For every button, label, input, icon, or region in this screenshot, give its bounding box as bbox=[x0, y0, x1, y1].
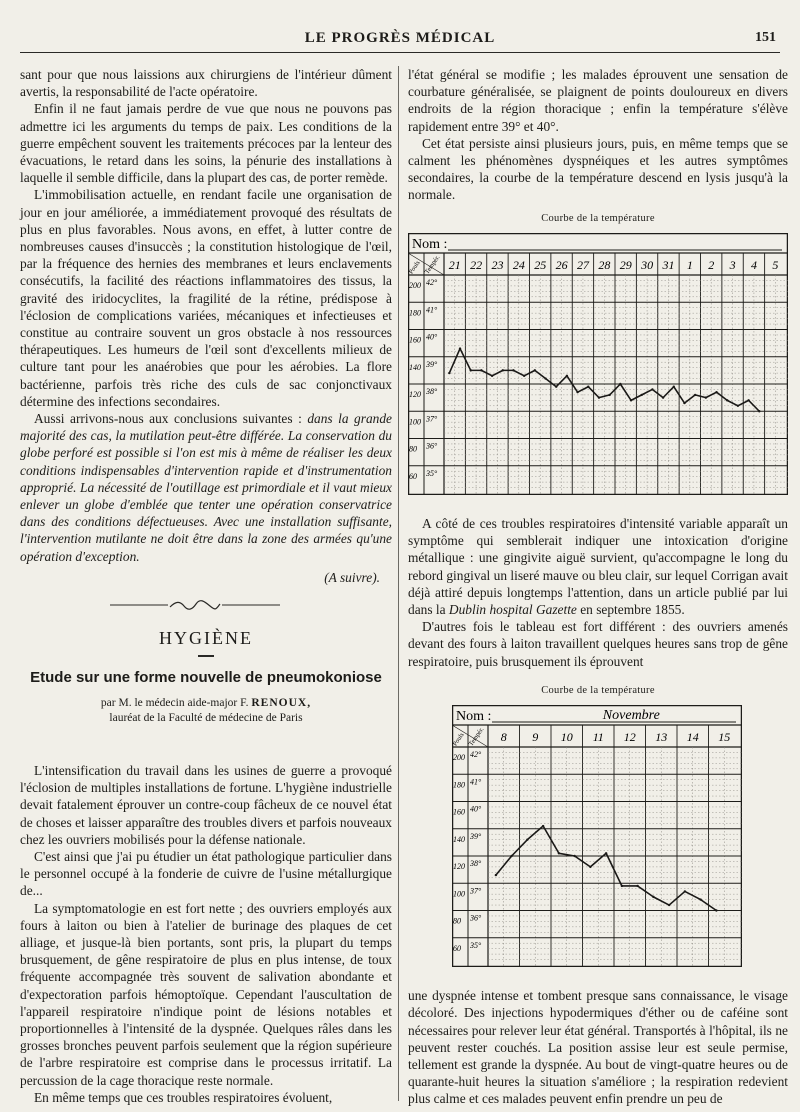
chart2-date-label: 11 bbox=[592, 730, 604, 745]
chart1-temperature-point bbox=[726, 399, 728, 401]
chart1-temperature-point bbox=[480, 369, 482, 371]
chart2-temperature-point bbox=[715, 909, 717, 911]
chart1-date-label: 28 bbox=[598, 257, 611, 272]
chart1-temperature-point bbox=[566, 374, 568, 376]
chart1-temperature-point bbox=[576, 391, 578, 393]
chart1-pulse-tick: 120 bbox=[409, 389, 421, 399]
chart1-temperature-point bbox=[683, 402, 685, 404]
left-paragraph-6: C'est ainsi que j'ai pu étudier un état pathologique particulier dans le personnel occupé à la fonderie de cuivre de l'usine métallurgique de... bbox=[20, 849, 392, 899]
right-column bbox=[408, 66, 788, 1108]
chart1-date-label: 22 bbox=[470, 257, 483, 272]
chart1-temperature-point bbox=[512, 369, 514, 371]
chart1-pulse-tick: 140 bbox=[409, 362, 421, 372]
chart2-date-label: 12 bbox=[623, 730, 636, 745]
chart2-pulse-tick: 120 bbox=[453, 862, 465, 872]
chart1-pulse-tick: 180 bbox=[409, 308, 421, 318]
chart1-temperature-point bbox=[470, 369, 472, 371]
left-paragraph-4 bbox=[20, 410, 392, 565]
chart2-date-label: 10 bbox=[560, 730, 573, 745]
chart1-temp-tick: 35° bbox=[426, 468, 438, 478]
chart2-temp-tick: 36° bbox=[470, 913, 482, 923]
chart1-temperature-point bbox=[608, 394, 610, 396]
chart2-temperature-point bbox=[699, 898, 701, 900]
temperature-chart-2 bbox=[408, 705, 788, 971]
chart2-temp-tick: 37° bbox=[470, 886, 482, 896]
chart1-temperature-point bbox=[747, 399, 749, 401]
page-header bbox=[20, 30, 780, 53]
chart2-temp-tick: 39° bbox=[470, 831, 482, 841]
chart1-temperature-point bbox=[715, 391, 717, 393]
chart2-name-value: Novembre bbox=[602, 708, 660, 724]
author-name: RENOUX, bbox=[251, 697, 312, 709]
chart1-temp-tick: 38° bbox=[426, 386, 438, 396]
chart1-pulse-tick: 160 bbox=[409, 335, 421, 345]
chart1-date-label: 23 bbox=[491, 257, 504, 272]
author-affiliation: lauréat de la Faculté de médecine de Paris bbox=[109, 712, 303, 724]
temperature-chart-1-svg bbox=[408, 233, 788, 495]
chart1-date-label: 27 bbox=[576, 257, 589, 272]
chart2-date-label: 13 bbox=[655, 730, 668, 745]
chart1-temperature-point bbox=[694, 394, 696, 396]
chart2-header-temp: Tempér. bbox=[467, 726, 486, 748]
chart1-date-label: 21 bbox=[448, 257, 461, 272]
chart2-pulse-tick: 200 bbox=[453, 753, 465, 763]
chart2-temperature-point bbox=[526, 839, 528, 841]
byline-prefix: par M. le médecin aide-major F. bbox=[100, 697, 252, 709]
chart1-header-temp: Tempér. bbox=[423, 254, 442, 276]
chart1-date-label: 31 bbox=[662, 257, 675, 272]
article-title: Etude sur une forme nouvelle de pneumokoniose bbox=[30, 668, 382, 686]
column-divider bbox=[398, 66, 399, 1101]
byline bbox=[20, 696, 392, 726]
chart2-temperature-point bbox=[589, 866, 591, 868]
left-paragraph-5: L'intensification du travail dans les usines de guerre a provoqué l'éclosion de multiples installations de fortune. L'hygiène industrielle devait fatalement éprouver un contre-coup fâcheux de ce nouvel état de choses et laisser apparaître des troubles divers et parfois nouveaux chez les ouvriers mobilisés pour la défense nationale. bbox=[20, 763, 392, 847]
chart2-temperature-point bbox=[573, 855, 575, 857]
right-paragraph-3 bbox=[408, 515, 788, 618]
chart2-temperature-point bbox=[636, 885, 638, 887]
chart-2-caption: Courbe de la température bbox=[541, 684, 655, 696]
chart1-temperature-point bbox=[544, 377, 546, 379]
left-paragraph-1: sant pour que nous laissions aux chirurgiens de l'intérieur dûment avertis, la responsabilité de l'acte opératoire. bbox=[20, 67, 392, 100]
chart2-date-label: 14 bbox=[686, 730, 699, 745]
section-heading: HYGIÈNE bbox=[159, 628, 253, 649]
chart2-name-label: Nom : bbox=[456, 709, 492, 725]
right-paragraph-5: une dyspnée intense et tombent presque sans connaissance, le visage décoloré. Des injections hypodermiques d'éther ou de caféine sont nécessaires pour relever leur état général. Transportés à l'hôpital, ils ne peuvent rester couchés. La position assise leur est seule permise, tellement est grande la dyspnée. Au bout de vingt-quatre heures ou de quarante-huit heures la situation s'améliore ; la respiration redevient plus calme et ces malades peuvent enfin prendre un peu de bbox=[408, 988, 788, 1107]
right-paragraph-4: D'autres fois le tableau est fort différent : des ouvriers amenés devant des fours à laiton travaillent quelques heures sans trop de gêne respiratoire, puis brusquement ils éprouvent bbox=[408, 619, 788, 669]
chart1-date-label: 24 bbox=[512, 257, 525, 272]
chart2-temperature-point bbox=[605, 852, 607, 854]
chart2-date-label: 15 bbox=[718, 730, 731, 745]
chart1-pulse-tick: 60 bbox=[409, 471, 417, 481]
chart2-temperature-point bbox=[668, 904, 670, 906]
temperature-chart-2-svg bbox=[452, 705, 742, 967]
chart1-header-pulse: Pouls bbox=[408, 259, 422, 276]
chart1-temp-tick: 37° bbox=[426, 414, 438, 424]
ornament-divider bbox=[20, 592, 392, 620]
chart1-temperature-point bbox=[534, 369, 536, 371]
chart2-temp-tick: 40° bbox=[470, 804, 482, 814]
right-paragraph-3-text: A côté de ces troubles respiratoires d'intensité variable apparaît un symptôme qui semblerait indiquer une intoxication d'origine métallique : une gingivite aiguë survient, qu'accompagne le long du rebord gingival un liseré mauve ou bleu clair, sur lequel Corrigan avait déjà attiré depuis longtemps l'attention, dans un article publié par lui dans la bbox=[408, 516, 788, 618]
chart1-temperature-point bbox=[491, 374, 493, 376]
chart1-date-label: 29 bbox=[619, 257, 632, 272]
chart1-temperature-point bbox=[587, 385, 589, 387]
chart2-temperature-point bbox=[621, 885, 623, 887]
chart1-pulse-tick: 100 bbox=[409, 417, 421, 427]
chart1-temperature-point bbox=[502, 369, 504, 371]
chart1-date-label: 4 bbox=[750, 257, 757, 272]
chart1-temperature-point bbox=[641, 394, 643, 396]
chart1-date-label: 1 bbox=[686, 257, 693, 272]
chart1-temperature-point bbox=[705, 396, 707, 398]
chart2-pulse-tick: 180 bbox=[453, 780, 465, 790]
left-paragraph-7: La symptomatologie en est fort nette ; des ouvriers employés aux fours à laiton ou bien à l'atelier de burinage des plaques de cet alliage, et jusque-là bien portants, sont pris, la plupart du temps brusquement, de gêne respiratoire de plus en plus intense, de toux fréquente accompagnée très souvent de salivation abondante et d'expectoration parfois hémoptoïque. Cependant l'auscultation de l'appareil respiratoire n'indique point de lésions notables et proportionnelles à l'intensité de la dyspnée. Quelques râles dans les grosses bronches peuvent parfois seulement que la région supérieure de l'arbre respiratoire est comprise dans le processus irritatif. La percussion de la cage thoracique reste normale. bbox=[20, 900, 392, 1088]
conclusions-text: dans la grande majorité des cas, la mutilation peut-être différée. La conservation du globe perforé est possible si l'on est mis à même de réaliser les deux conditions indispensables d'intervention rapide et d'instrumentation approprié. La nécessité de l'outillage est primordiale et il vaut mieux enlever un globe d'emblée que tenter une opération conservatrice dans des conditions défectueuses. Avec une installation suffisante, l'intervention mutilante ne doit être dans la zone des armées qu'une opération d'exception. bbox=[20, 411, 392, 564]
chart2-pulse-tick: 140 bbox=[453, 834, 465, 844]
chart2-pulse-tick: 80 bbox=[453, 916, 461, 926]
chart1-temperature-point bbox=[619, 383, 621, 385]
right-paragraph-1: l'état général se modifie ; les malades éprouvent une sensation de courbature généralisée, se plaignent de points douloureux en divers endroits de la région thoracique ; enfin la température s'élève rapidement entre 39° et 40°. bbox=[408, 67, 788, 134]
left-column bbox=[20, 66, 392, 1106]
chart1-temperature-point bbox=[758, 410, 760, 412]
section-dash bbox=[198, 655, 214, 657]
chart2-frame bbox=[453, 706, 742, 967]
chart2-temp-tick: 41° bbox=[470, 777, 482, 787]
chart1-date-label: 2 bbox=[708, 257, 715, 272]
chart2-temp-tick: 42° bbox=[470, 750, 482, 760]
chart2-temp-tick: 35° bbox=[470, 940, 482, 950]
temperature-chart-1 bbox=[408, 233, 788, 499]
chart2-temperature-point bbox=[495, 874, 497, 876]
chart1-temp-tick: 36° bbox=[426, 441, 438, 451]
chart2-temperature-series bbox=[496, 826, 717, 910]
right-paragraph-3-end: en septembre 1855. bbox=[576, 602, 685, 618]
journal-name: Dublin hospital Gazette bbox=[448, 602, 577, 618]
left-paragraph-2: Enfin il ne faut jamais perdre de vue que nous ne pouvons pas admettre ici les arguments du temps de paix. Les conditions de la guerre empêchent souvent les traitements précoces par la lenteur des évacuations, le retard dans les soins, la pénurie des installations à laquelle il semble difficile, dans la plupart des cas, de porter remède. bbox=[20, 101, 392, 186]
chart1-pulse-tick: 80 bbox=[409, 444, 417, 454]
chart2-temperature-point bbox=[684, 890, 686, 892]
left-paragraph-3: L'immobilisation actuelle, en rendant facile une organisation de jour en jour améliorée, a immédiatement provoqué des résultats de plus en plus favorables. Nous avons, en effet, à lutter contre de nombreuses causes d'insuccès ; la constitution histologique de l'œil, par la fréquence des hernies des membranes et leurs enclavements consécutifs, la facilité des réactions inflammatoires des tissus, la gravité des iridocyclites, la fragilité de la rétine, prédispose à l'éclosion de complications variées, mécaniques et infectieuses et constitue au contraire souvent un gros obstacle à nos ressources thérapeutiques. Les humeurs de l'œil sont d'excellents milieux de culture tant pour les anaérobies que pour les aérobies. La flore bactérienne, parfois très riche des culs de sac conjonctivaux détermine des infections secondaires. bbox=[20, 187, 392, 409]
chart-1-caption: Courbe de la température bbox=[541, 212, 655, 224]
chart1-temp-tick: 40° bbox=[426, 332, 438, 342]
chart1-temperature-point bbox=[598, 396, 600, 398]
chart1-name-label: Nom : bbox=[412, 236, 448, 252]
chart1-date-label: 26 bbox=[555, 257, 568, 272]
right-paragraph-2: Cet état persiste ainsi plusieurs jours, puis, en même temps que se calment les phénomènes dyspnéiques et les autres symptômes secondaires, la courbe de la température descend en lysis jusqu'à la normale. bbox=[408, 135, 788, 203]
chart1-temperature-point bbox=[448, 372, 450, 374]
chart1-temperature-point bbox=[662, 396, 664, 398]
chart2-pulse-tick: 100 bbox=[453, 889, 465, 899]
page-number: 151 bbox=[755, 30, 776, 45]
chart2-temperature-point bbox=[510, 855, 512, 857]
chart1-date-label: 3 bbox=[729, 257, 736, 272]
chart1-temperature-point bbox=[523, 374, 525, 376]
chart1-date-label: 30 bbox=[641, 257, 654, 272]
left-paragraph-8: En même temps que ces troubles respiratoires évoluent, bbox=[34, 1089, 333, 1105]
chart1-temperature-point bbox=[673, 385, 675, 387]
chart2-temperature-point bbox=[558, 852, 560, 854]
running-title: LE PROGRÈS MÉDICAL bbox=[304, 30, 496, 46]
chart1-date-label: 5 bbox=[772, 257, 779, 272]
chart2-temp-tick: 38° bbox=[470, 859, 482, 869]
chart2-date-label: 8 bbox=[500, 730, 507, 745]
chart1-pulse-tick: 200 bbox=[409, 280, 421, 290]
chart1-temperature-point bbox=[651, 388, 653, 390]
to-be-continued: (A suivre). bbox=[324, 569, 380, 585]
chart1-temperature-point bbox=[630, 399, 632, 401]
chart2-date-label: 9 bbox=[532, 730, 539, 745]
chart1-temp-tick: 39° bbox=[426, 359, 438, 369]
chart1-temp-tick: 42° bbox=[426, 277, 438, 287]
chart2-pulse-tick: 160 bbox=[453, 807, 465, 817]
chart1-temperature-point bbox=[737, 404, 739, 406]
chart1-date-label: 25 bbox=[534, 257, 547, 272]
chart2-temperature-point bbox=[542, 825, 544, 827]
conclusions-lead: Aussi arrivons-nous aux conclusions suivantes : bbox=[34, 411, 308, 427]
chart1-temperature-point bbox=[555, 385, 557, 387]
chart2-pulse-tick: 60 bbox=[453, 943, 461, 953]
chart1-temperature-point bbox=[459, 347, 461, 349]
chart2-header-pulse: Pouls bbox=[452, 731, 466, 748]
chart1-temp-tick: 41° bbox=[426, 305, 438, 315]
chart2-temperature-point bbox=[652, 896, 654, 898]
